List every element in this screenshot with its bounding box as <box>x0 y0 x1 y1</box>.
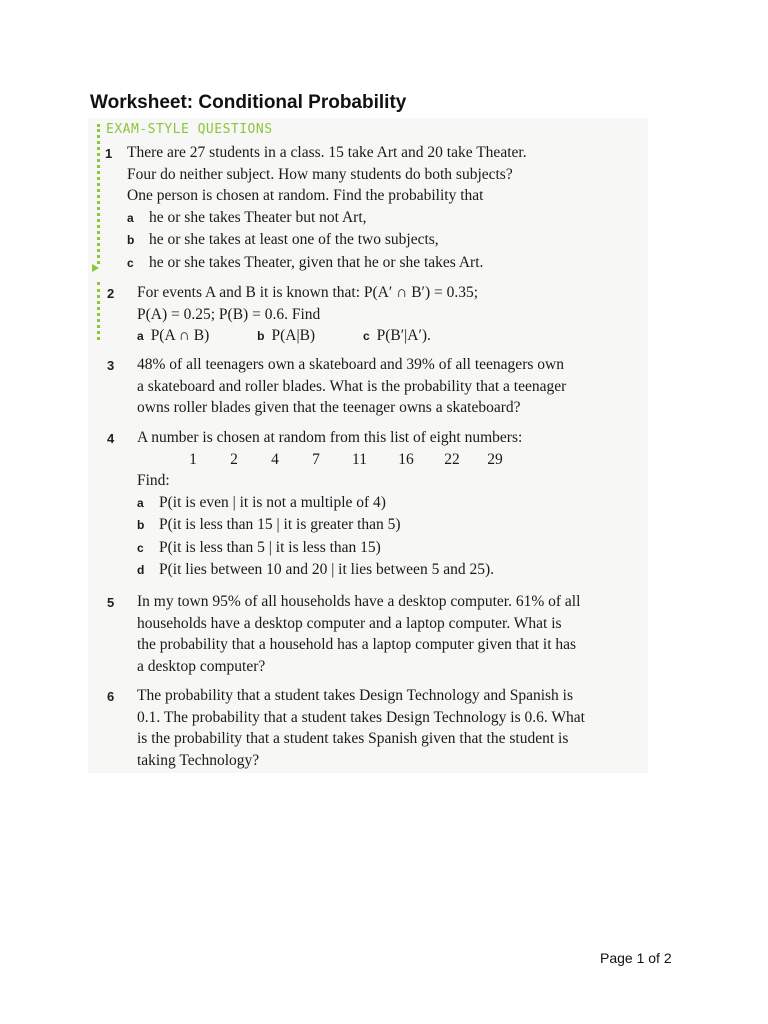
section-heading: EXAM-STYLE QUESTIONS <box>106 122 273 137</box>
part-text: he or she takes Theater but not Art, <box>149 208 367 226</box>
arrow-tip-icon <box>92 264 99 272</box>
question-text: There are 27 students in a class. 15 take Art and 20 take Theater. <box>127 144 527 161</box>
question-text: owns roller blades given that the teenager owns a skateboard? <box>137 399 521 416</box>
page-number: Page 1 of 2 <box>600 950 672 966</box>
part-text: P(it is less than 5 | it is less than 15) <box>159 538 381 556</box>
question-number: 3 <box>107 358 115 373</box>
question-part <box>137 537 522 560</box>
question-text: 0.1. The probability that a student takes Design Technology is 0.6. What <box>137 708 585 726</box>
question-text: a desktop computer? <box>137 657 266 675</box>
question-number: 2 <box>107 286 115 301</box>
list-number: 7 <box>312 450 320 468</box>
question-part <box>137 559 522 582</box>
list-number: 22 <box>444 450 460 468</box>
question-text: One person is chosen at random. Find the probability that <box>127 187 484 204</box>
question-part <box>127 207 527 230</box>
question-5 <box>137 591 580 677</box>
part-label: a <box>137 329 144 343</box>
dotted-rule-decoration <box>97 124 100 264</box>
question-text: a skateboard and roller blades. What is the probability that a teenager <box>137 377 567 395</box>
list-number: 2 <box>230 450 238 468</box>
part-text: P(A|B) <box>271 327 316 344</box>
question-4 <box>137 427 522 582</box>
question-text: the probability that a household has a laptop computer given that it has <box>137 636 577 653</box>
dotted-rule-decoration <box>97 282 100 340</box>
question-part <box>137 514 522 537</box>
question-1 <box>127 142 527 274</box>
list-number: 11 <box>352 450 367 468</box>
question-parts-row <box>137 325 478 348</box>
question-text: taking Technology? <box>137 751 260 769</box>
question-part <box>127 252 527 275</box>
part-text: he or she takes at least one of the two subjects, <box>149 231 439 248</box>
part-label: c <box>362 329 370 343</box>
find-label: Find: <box>137 472 170 489</box>
question-number: 5 <box>107 595 115 610</box>
part-label: c <box>137 540 144 555</box>
list-number: 4 <box>271 450 279 468</box>
part-label: a <box>137 495 144 510</box>
question-number: 6 <box>107 689 115 704</box>
question-text: P(A) = 0.25; P(B) = 0.6. Find <box>137 305 321 323</box>
part-text: P(it is less than 15 | it is greater than 5) <box>159 516 401 533</box>
part-label: c <box>127 255 134 270</box>
question-number: 4 <box>107 431 115 446</box>
question-text: households have a desktop computer and a laptop computer. What is <box>137 614 562 632</box>
list-number: 1 <box>189 450 197 468</box>
question-text: 48% of all teenagers own a skateboard and 39% of all teenagers own <box>137 356 564 373</box>
part-text: P(it is even | it is not a multiple of 4) <box>159 493 386 511</box>
question-part <box>127 229 527 252</box>
question-text: The probability that a student takes Design Technology and Spanish is <box>137 687 573 704</box>
part-text: P(it lies between 10 and 20 | it lies between 5 and 25). <box>159 561 494 578</box>
part-text: P(B′|A′). <box>376 327 431 344</box>
question-text: In my town 95% of all households have a desktop computer. 61% of all <box>137 593 581 610</box>
list-number: 29 <box>487 450 503 468</box>
part-label: b <box>127 233 135 247</box>
question-6 <box>137 685 585 771</box>
question-text: For events A and B it is known that: P(A′ ∩ B′) = 0.35; <box>137 284 479 301</box>
page-title: Worksheet: Conditional Probability <box>90 92 407 113</box>
part-label: b <box>137 518 145 532</box>
part-text: P(A ∩ B) <box>150 327 210 344</box>
part-text: he or she takes Theater, given that he or she takes Art. <box>149 253 484 271</box>
question-2 <box>137 282 478 348</box>
part-label: d <box>137 563 145 577</box>
question-number: 1 <box>105 146 113 161</box>
question-text: A number is chosen at random from this list of eight numbers: <box>137 429 523 446</box>
question-3 <box>137 354 566 419</box>
list-number: 16 <box>398 450 414 468</box>
part-label: a <box>127 210 134 225</box>
part-label: b <box>257 329 265 343</box>
question-text: Four do neither subject. How many students do both subjects? <box>127 165 513 183</box>
question-text: is the probability that a student takes Spanish given that the student is <box>137 730 569 747</box>
number-list <box>137 449 522 471</box>
question-part <box>137 492 522 515</box>
